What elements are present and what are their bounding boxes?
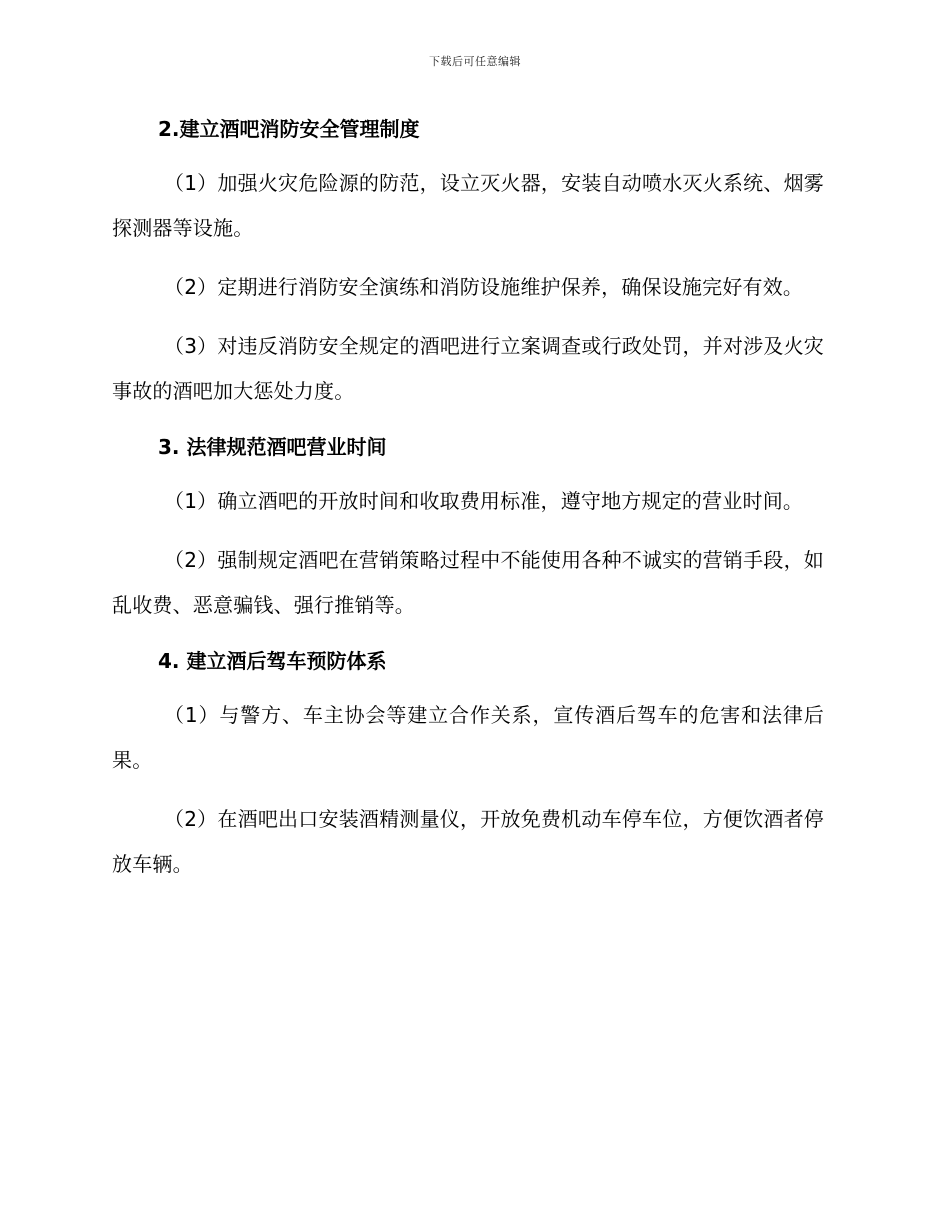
- section-fire-safety: [112, 110, 824, 414]
- paragraph: （2）在酒吧出口安装酒精测量仪，开放免费机动车停车位，方便饮酒者停放车辆。: [112, 807, 824, 876]
- spacer: [112, 466, 824, 479]
- paragraph: （3）对违反消防安全规定的酒吧进行立案调查或行政处罚，并对涉及火灾事故的酒吧加大惩处力度。: [112, 334, 824, 403]
- header-note: 下载后可任意编辑: [429, 55, 521, 68]
- section-business-hours: [112, 428, 824, 628]
- paragraph: （1）与警方、车主协会等建立合作关系，宣传酒后驾车的危害和法律后果。: [112, 703, 824, 772]
- section-heading: 4. 建立酒后驾车预防体系: [158, 649, 387, 673]
- paragraph: （1）确立酒吧的开放时间和收取费用标准，遵守地方规定的营业时间。: [164, 489, 804, 513]
- paragraph: （1）加强火灾危险源的防范，设立灭火器，安装自动喷水灭火系统、烟雾探测器等设施。: [112, 171, 824, 240]
- section-heading: 2.建立酒吧消防安全管理制度: [158, 117, 420, 141]
- spacer: [112, 680, 824, 693]
- paragraph: （2）强制规定酒吧在营销策略过程中不能使用各种不诚实的营销手段，如乱收费、恶意骗钱、强行推销等。: [112, 548, 824, 617]
- section-heading: 3. 法律规范酒吧营业时间: [158, 435, 387, 459]
- section-drunk-driving-prevention: [112, 642, 824, 887]
- spacer: [112, 148, 824, 161]
- document-body: [112, 110, 824, 901]
- paragraph: （2）定期进行消防安全演练和消防设施维护保养，确保设施完好有效。: [164, 275, 804, 299]
